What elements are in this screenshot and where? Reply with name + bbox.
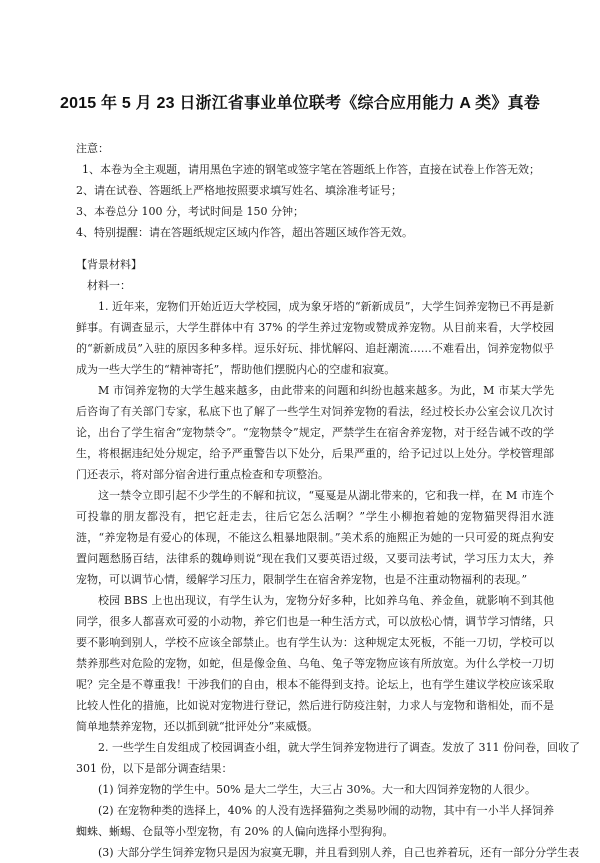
notice-heading: 注意： bbox=[76, 142, 109, 155]
material-label: 材料一： bbox=[87, 279, 131, 292]
notice-item: 4、特别提醒：请在答题纸规定区域内作答，超出答题区域作答无效。 bbox=[76, 226, 413, 239]
paragraph: M 市饲养宠物的大学生越来越多，由此带来的问题和纠纷也越来越多。为此，M 市某大学先后咨询了有关部门专家，私底下也了解了一些学生对饲养宠物的看法，经过校长办公室会议几次讨论，出台了学生宿舍“宠物禁令”。“宠物禁令”规定，严禁学生在宿舍养宠物，对于经告诫不改的学生，将根据违纪处分规定，给予严重警告以下处分，后果严重的，给予记过以上处分。学校管理部门还表示，将对部分宿舍进行重点检查和专项整治。 bbox=[76, 384, 554, 481]
notice-item: 3、本卷总分 100 分，考试时间是 150 分钟； bbox=[76, 205, 304, 218]
survey-result: (3) 大部分学生饲养宠物只是因为寂寞无聊，并且看到别人养，自己也养着玩，还有一部分分学生表 bbox=[98, 846, 580, 859]
paragraph-line: 301 份，以下是部分调查结果： bbox=[76, 762, 233, 775]
notice-item: 1、本卷为全主观题，请用黑色字迹的钢笔或签字笔在答题纸上作答，直接在试卷上作答无效； bbox=[82, 163, 540, 176]
notice-item: 2、请在试卷、答题纸上严格地按照要求填写姓名、填涂准考证号； bbox=[76, 184, 402, 197]
survey-result: (2) 在宠物种类的选择上，40% 的人没有选择猫狗之类易吵闹的动物，其中有一小半人择饲养蜘蛛、蜥蜴、仓鼠等小型宠物，有 20% 的人偏向选择小型狗狗。 bbox=[76, 804, 554, 838]
paragraph: 1. 近年来，宠物们开始近迈大学校园，成为象牙塔的“新新成员”，大学生饲养宠物已不再是新鲜事。有调查显示，大学生群体中有 37% 的学生养过宠物或赞成养宠物。从目前来看，大学校园的“新新成员”入驻的原因多种多样。逗乐好玩、排忧解闷、追赶潮流……不难看出，饲养宠物似乎成为一些大学生的“精神寄托”，帮助他们摆脱内心的空虚和寂寞。 bbox=[76, 300, 554, 376]
document-title: 2015 年 5 月 23 日浙江省事业单位联考《综合应用能力 A 类》真卷 bbox=[60, 95, 540, 112]
paragraph: 校园 BBS 上也出现议，有学生认为，宠物分好多种，比如养乌龟、养金鱼，就影响不到其他同学，很多人都喜欢可爱的小动物，养它们也是一种生活方式，可以放松心情，调节学习情绪，只要不影响到别人，学校不应该全部禁止。也有学生认为：这种规定太死板，不能一刀切，学校可以禁养那些对危险的宠物，如蛇，但是像金鱼、乌龟、兔子等宠物应该有所放宽。为什么学校一刀切呢？完全是不尊重我！干涉我们的自由，根本不能得到支持。论坛上，也有学生建议学校应该采取比较人性化的措施，比如说对宠物进行登记，然后进行防疫注射，力求人与宠物和谐相处，而不是简单地禁养宠物，还以抓到就“批评处分”来威慑。 bbox=[76, 594, 554, 733]
paragraph-line: 2. 一些学生自发组成了校园调查小组，就大学生饲养宠物进行了调查。发放了 311 份问卷，回收了 bbox=[98, 741, 580, 754]
section-label: 【背景材料】 bbox=[76, 258, 142, 271]
survey-result: (1) 饲养宠物的学生中。50% 是大二学生，大三占 30%。大一和大四饲养宠物的人很少。 bbox=[98, 783, 536, 796]
notice-section bbox=[76, 138, 576, 243]
background-material bbox=[76, 246, 580, 863]
paragraph: 这一禁令立即引起不少学生的不解和抗议，“戛戛是从湖北带来的，它和我一样，在 M 市连个可投靠的朋友都没有，把它赶走去，往后它怎么活啊？”学生小柳抱着她的宠物猫哭得泪水涟涟，“养宠物是有爱心的体现，不能这么粗暴地限制。”美术系的施熙正为她的一只可爱的斑点狗安置问题愁肠百结，法律系的魏峥则说“现在我们又要英语过级，又要司法考试，学习压力太大，养宠物，可以调节心情，缓解学习压力，限制学生在宿舍养宠物，也是不注重动物福利的表现。” bbox=[76, 489, 554, 586]
